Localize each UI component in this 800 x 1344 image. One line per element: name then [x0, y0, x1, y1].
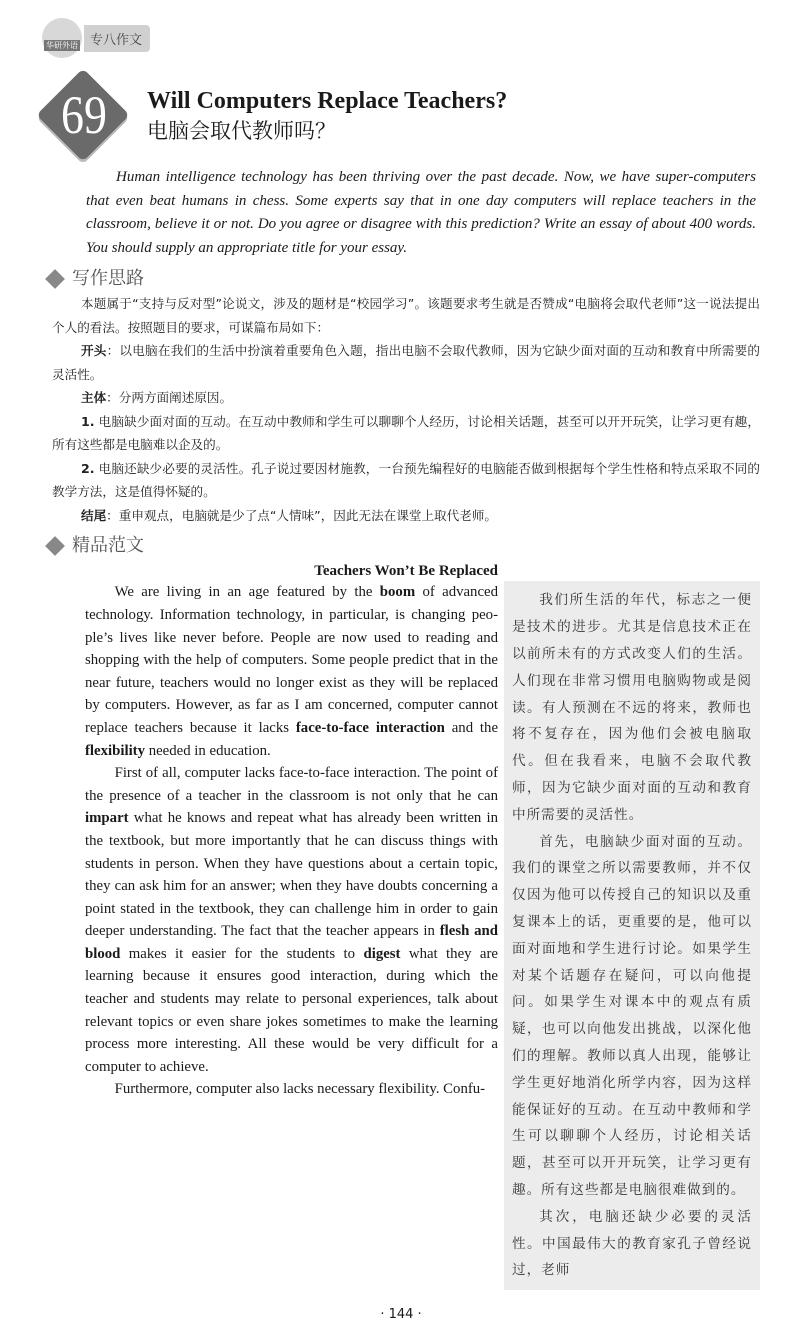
outline-item-text: 电脑还缺少必要的灵活性。孔子说过要因材施教，一台预先编程好的电脑能否做到根据每个学生性格和特点采取不同的教学方法，这是值得怀疑的。 [52, 460, 760, 500]
section-heading-text: 写作思路 [72, 268, 144, 290]
essay-key-phrase: flexibility [85, 742, 146, 759]
essay-text: what he knows and repeat what has already been written in the textbook, but more importantly that he can discuss things with students in person. When they have questions about a certain topic, they can ask him for an answer; when they have doubts concerning a point stated in the textbook, they can challenge him in order to gain deeper understanding. The fact that the teacher appears in [85, 810, 498, 940]
essay-text: First of all, computer lacks face-to-face interaction. The point of the presence of a teacher in the classroom is not only that he can [85, 765, 498, 804]
logo-text: 华研外语 [46, 41, 78, 50]
topic-title-zh: 电脑会取代教师吗？ [147, 119, 336, 143]
outline-item-label: 结尾 [80, 507, 107, 523]
diamond-bullet-icon [45, 536, 65, 556]
essay-text: what they are learning because it ensures good interaction, during which the teacher and students may relate to personal experiences, talk about relevant topics or even share jokes sometimes to make the learning process more interesting. All these would be very difficult for a computer to achieve. [85, 945, 498, 1075]
essay-paragraph [85, 762, 498, 1078]
essay-key-phrase: boom [379, 584, 416, 601]
chapter-tab [42, 18, 760, 58]
essay-text: We are living in an age featured by the [114, 584, 380, 601]
outline-item [52, 386, 760, 410]
outline-item-text: ：重申观点，电脑就是少了点“人情味”，因此无法在课堂上取代老师。 [106, 507, 498, 523]
topic-number: 69 [61, 85, 107, 145]
outline-item [52, 339, 760, 386]
essay-key-phrase: flesh and blood [85, 923, 498, 962]
essay-text: of advanced technology. Information technology, in particular, is changing people’s lives like never before. People are now used to reading and shopping with the help of computers. Some people predict that in the near future, teachers would no longer exist as they will be replaced by computers. However, as far as I am concerned, computer cannot replace teachers because it lacks [85, 584, 498, 736]
outline-item-text: 电脑缺少面对面的互动。在互动中教师和学生可以聊聊个人经历，讨论相关话题，甚至可以开开玩笑，让学习更有趣，所有这些都是电脑难以企及的。 [52, 413, 760, 453]
essay-text: needed in education. [145, 742, 271, 759]
translation-paragraph: 首先，电脑缺少面对面的互动。我们的课堂之所以需要教师，并不仅仅因为他可以传授自己的知识以及重复课本上的话，更重要的是，他可以面对面地和学生进行讨论。如果学生对某个话题存在疑问，可以向他提问。如果学生对课本中的观点有质疑，也可以向他发出挑战，以深化他们的理解。教师以真人出现，能够让学生更好地消化所学内容，因为这样能保证好的互动。在互动中教师和学生可以聊聊个人经历，讨论相关话题，甚至可以开开玩笑，让学习更有趣。所有这些都是电脑很难做到的。 [512, 833, 752, 1198]
essay-paragraph [85, 1078, 498, 1101]
section-heading-outline [42, 266, 760, 292]
essay-text: makes it easier for the students to [120, 945, 364, 962]
topic-number-badge [38, 70, 130, 162]
essay-key-phrase: face-to-face interaction [295, 719, 445, 736]
essay-text: and the [444, 719, 499, 736]
sample-essay-area [42, 561, 760, 1290]
chinese-translation-box [504, 581, 760, 1290]
topic-title-en: Will Computers Replace Teachers? [147, 88, 508, 114]
topic-header [42, 70, 760, 162]
outline-intro: 本题属于“支持与反对型”论说文，涉及的题材是“校园学习”。该题要求考生就是否赞成“电脑将会取代老师”这一说法提出个人的看法。按照题目的要求，可谋篇布局如下： [52, 296, 760, 335]
essay-paragraph [85, 581, 498, 762]
translation-paragraph: 我们所生活的年代，标志之一便是技术的进步。尤其是信息技术正在以前所未有的方式改变人们的生活。人们现在非常习惯用电脑购物或是阅读。有人预测在不远的将来，教师也将不复存在，因为他们会被电脑取代。但在我看来，电脑不会取代教师，因为它缺少面对面的互动和教育中所需要的灵活性。 [512, 592, 752, 823]
outline-item [52, 504, 760, 528]
section-heading-sample [42, 533, 760, 559]
outline-item-label: 2. [80, 460, 95, 476]
essay-key-phrase: digest [363, 945, 401, 962]
outline-item-label: 开头 [80, 343, 107, 359]
essay-column [85, 561, 498, 1101]
publisher-logo [42, 18, 82, 58]
outline-item [52, 457, 760, 504]
essay-key-phrase: impart [85, 810, 129, 827]
writing-outline [52, 292, 760, 527]
outline-item [52, 410, 760, 457]
outline-item-text: ：以电脑在我们的生活中扮演着重要角色入题，指出电脑不会取代教师，因为它缺少面对面的互动和教育中所需要的灵活性。 [52, 343, 761, 382]
section-heading-text: 精品范文 [72, 535, 144, 557]
outline-item-text: ：分两方面阐述原因。 [106, 390, 233, 406]
page-number: · 144 · [380, 1307, 422, 1323]
essay-title: Teachers Won’t Be Replaced [314, 563, 498, 580]
chapter-label: 专八作文 [84, 25, 150, 52]
outline-item-label: 主体 [80, 390, 107, 406]
diamond-bullet-icon [45, 269, 65, 289]
translation-paragraph: 其次，电脑还缺少必要的灵活性。中国最伟大的教育家孔子曾经说过，老师 [512, 1208, 752, 1279]
essay-text: Furthermore, computer also lacks necessary flexibility. Confu- [114, 1081, 486, 1098]
essay-prompt: Human intelligence technology has been thriving over the past decade. Now, we have super-computers that even beat humans in chess. Some experts say that in one day computers will replace teachers in the classroom, believe it or not. Do you agree or disagree with this prediction? Write an essay of about 400 words. You should supply an appropriate title for your essay. [86, 169, 756, 256]
topic-titles [147, 86, 507, 146]
outline-item-label: 1. [80, 413, 95, 429]
sample-essay [85, 581, 498, 1101]
